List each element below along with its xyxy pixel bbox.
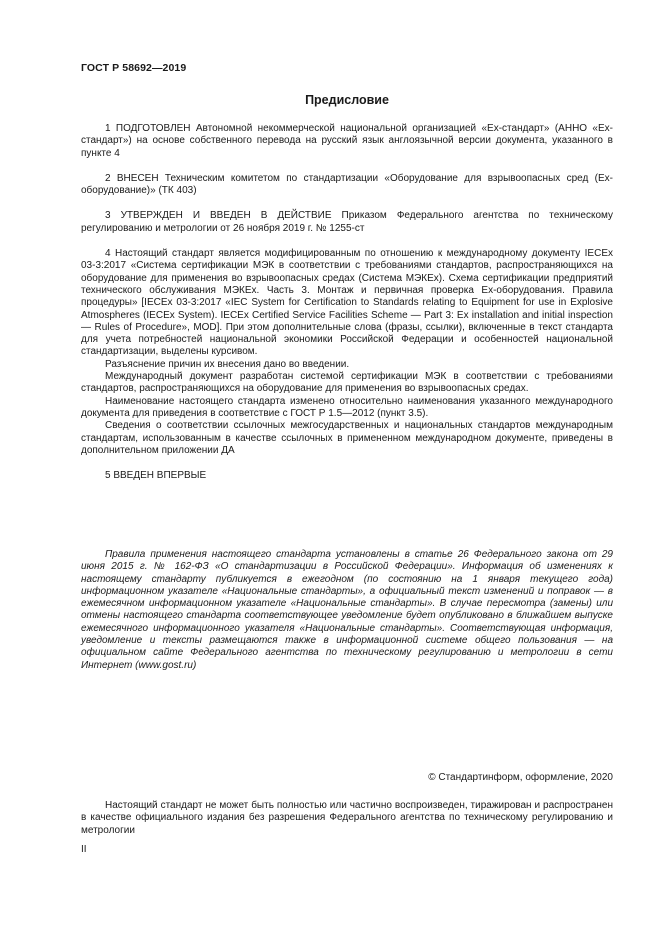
reproduction-restriction: Настоящий стандарт не может быть полностью или частично воспроизведен, тиражирован и распространен в качестве официального издания без разрешения Федерального агентства по техническому регулированию и метрологии: [81, 800, 613, 836]
page-title: Предисловие: [305, 93, 389, 107]
item-3-approved: 3 УТВЕРЖДЕН И ВВЕДЕН В ДЕЙСТВИЕ Приказом Федерального агентства по техническому регулированию и метрологии от 26 ноября 2019 г. № 1255-ст: [81, 210, 613, 234]
copyright-line: © Стандартинформ, оформление, 2020: [428, 772, 613, 783]
item-4-intl-document: Международный документ разработан системой сертификации МЭК в соответствии с требованиями стандартов, распространяющихся на оборудование для применения во взрывоопасных средах.: [81, 371, 613, 395]
item-1-prepared: 1 ПОДГОТОВЛЕН Автономной некоммерческой национальной организацией «Ех-стандарт» (АННО «Ех-стандарт») на основе собственного перевода на русский язык англоязычной версии документа, указанного в пункте 4: [81, 123, 613, 159]
standard-code-header: ГОСТ Р 58692—2019: [81, 62, 187, 74]
item-4-modified: 4 Настоящий стандарт является модифицированным по отношению к международному документу IECEx 03-3:2017 «Система сертификации МЭК в соответствии с требованиями стандартов, распространяющихся на оборудование для применения во взрывоопасных средах (Система МЭКЕх). Схема сертификации предприятий технического обслуживания МЭКЕх. Часть 3. Монтаж и первичная проверка Ех-оборудования. Правила процедуры» [IECEx 03-3:2017 «IEC System for Certification to Standards relating to Equipment for use in Explosive Atmospheres (IECEx System). IECEx Certified Service Facilities Scheme — Part 3: Ex installation and initial inspection — Rules of Procedure», MOD]. При этом дополнительные слова (фразы, ссылки), включенные в текст стандарта для учета потребностей национальной экономики Российской Федерации и особенностей национальной стандартизации, выделены курсивом.: [81, 248, 613, 358]
application-rules-notice: Правила применения настоящего стандарта установлены в статье 26 Федерального закона от 29 июня 2015 г. № 162-ФЗ «О стандартизации в Российской Федерации». Информация об изменениях к настоящему стандарту публикуется в ежегодном (по состоянию на 1 января текущего года) информационном указателе «Национальные стандарты», а официальный текст изменений и поправок — в ежемесячном информационном указателе «Национальные стандарты». В случае пересмотра (замены) или отмены настоящего стандарта соответствующее уведомление будет опубликовано в ближайшем выпуске ежемесячного информационного указателя «Национальные стандарты». Соответствующая информация, уведомление и тексты размещаются также в информационной системе общего пользования — на официальном сайте Федерального агентства по техническому регулированию и метрологии в сети Интернет (www.gost.ru): [81, 549, 613, 671]
item-4-references: Сведения о соответствии ссылочных межгосударственных и национальных стандартов международным стандартам, использованным в качестве ссылочных в примененном международном документе, приведены в дополнительном приложении ДА: [81, 420, 613, 456]
item-4-explanation: Разъяснение причин их внесения дано во введении.: [105, 358, 350, 370]
item-5-first-introduced: 5 ВВЕДЕН ВПЕРВЫЕ: [105, 470, 207, 482]
item-2-introduced: 2 ВНЕСЕН Техническим комитетом по стандартизации «Оборудование для взрывоопасных сред (Ех-оборудование)» (ТК 403): [81, 172, 613, 197]
foreword-content: [81, 123, 613, 482]
item-4-name-change: Наименование настоящего стандарта изменено относительно наименования указанного международного документа для приведения в соответствие с ГОСТ Р 1.5—2012 (пункт 3.5).: [81, 395, 613, 419]
page-number: II: [81, 844, 87, 855]
